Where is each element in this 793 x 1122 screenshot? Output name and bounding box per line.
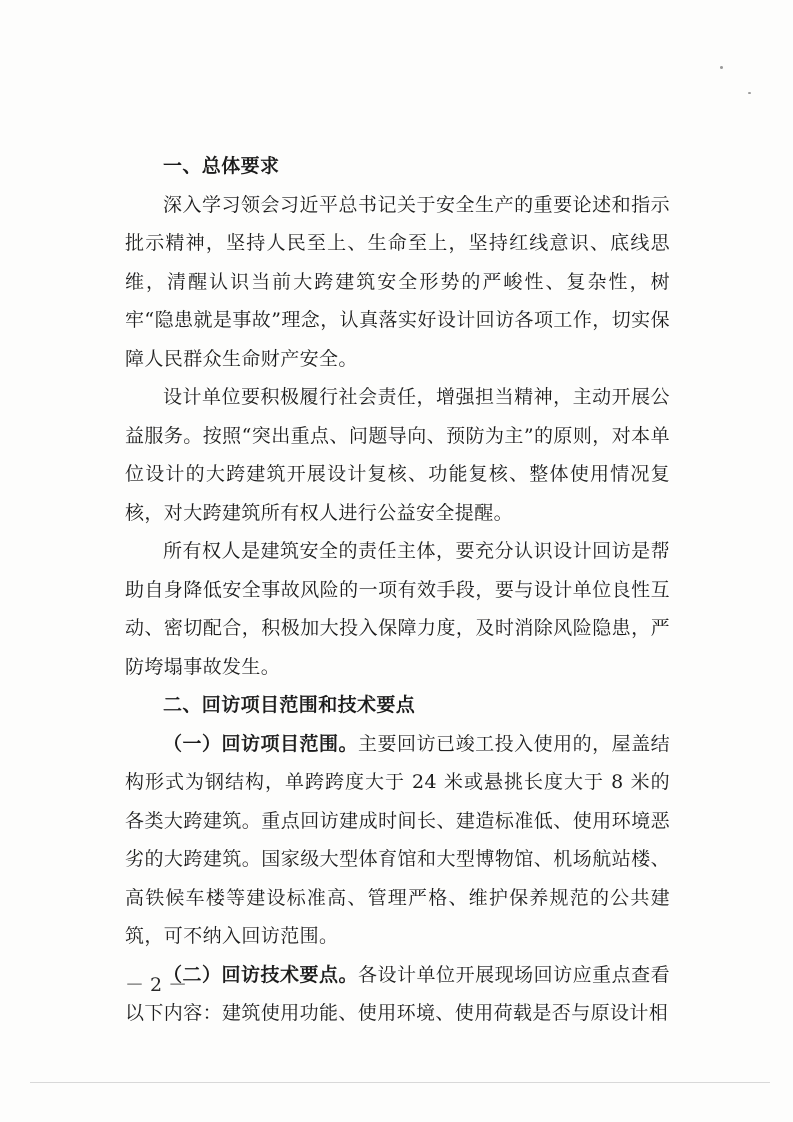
scan-speck <box>720 66 723 69</box>
section-heading-scope-and-technical-points: 二、回访项目范围和技术要点 <box>163 694 416 716</box>
page-number: － 2 － <box>125 974 188 996</box>
paragraph-text: 主要回访已竣工投入使用的，屋盖结构形式为钢结构，单跨跨度大于 24 米或悬挑长度大于 8 米的各类大跨建筑。重点回访建成时间长、建造标准低、使用环境恶劣的大跨建筑。国家级大型体育馆和大型博物馆、机场航站楼、高铁候车楼等建设标准高、管理严格、维护保养规范的公共建筑，可不纳入回访范围。 <box>125 732 670 947</box>
page-edge-line <box>30 1082 770 1083</box>
section-heading-general-requirements: 一、总体要求 <box>163 155 280 177</box>
paragraph-lead: （一）回访项目范围。 <box>163 732 359 755</box>
paragraph: 所有权人是建筑安全的责任主体，要充分认识设计回访是帮助自身降低安全事故风险的一项有效手段，要与设计单位良性互动、密切配合，积极加大投入保障力度，及时消除风险隐患，严防垮塌事故发生。 <box>125 540 670 678</box>
document-body <box>125 147 670 1033</box>
paragraph: 设计单位要积极履行社会责任，增强担当精神，主动开展公益服务。按照“突出重点、问题导向、预防为主”的原则，对本单位设计的大跨建筑开展设计复核、功能复核、整体使用情况复核，对大跨建筑所有权人进行公益安全提醒。 <box>125 386 670 524</box>
paragraph-lead: （二）回访技术要点。 <box>163 963 359 986</box>
paragraph-text: 各设计单位开展现场回访应重点查看以下内容：建筑使用功能、使用环境、使用荷载是否与原设计相 <box>125 963 670 1024</box>
paragraph <box>125 725 670 956</box>
scan-speck <box>748 92 751 94</box>
paragraph: 深入学习领会习近平总书记关于安全生产的重要论述和指示批示精神，坚持人民至上、生命至上，坚持红线意识、底线思维，清醒认识当前大跨建筑安全形势的严峻性、复杂性，树牢“隐患就是事故”理念，认真落实好设计回访各项工作，切实保障人民群众生命财产安全。 <box>125 193 670 370</box>
